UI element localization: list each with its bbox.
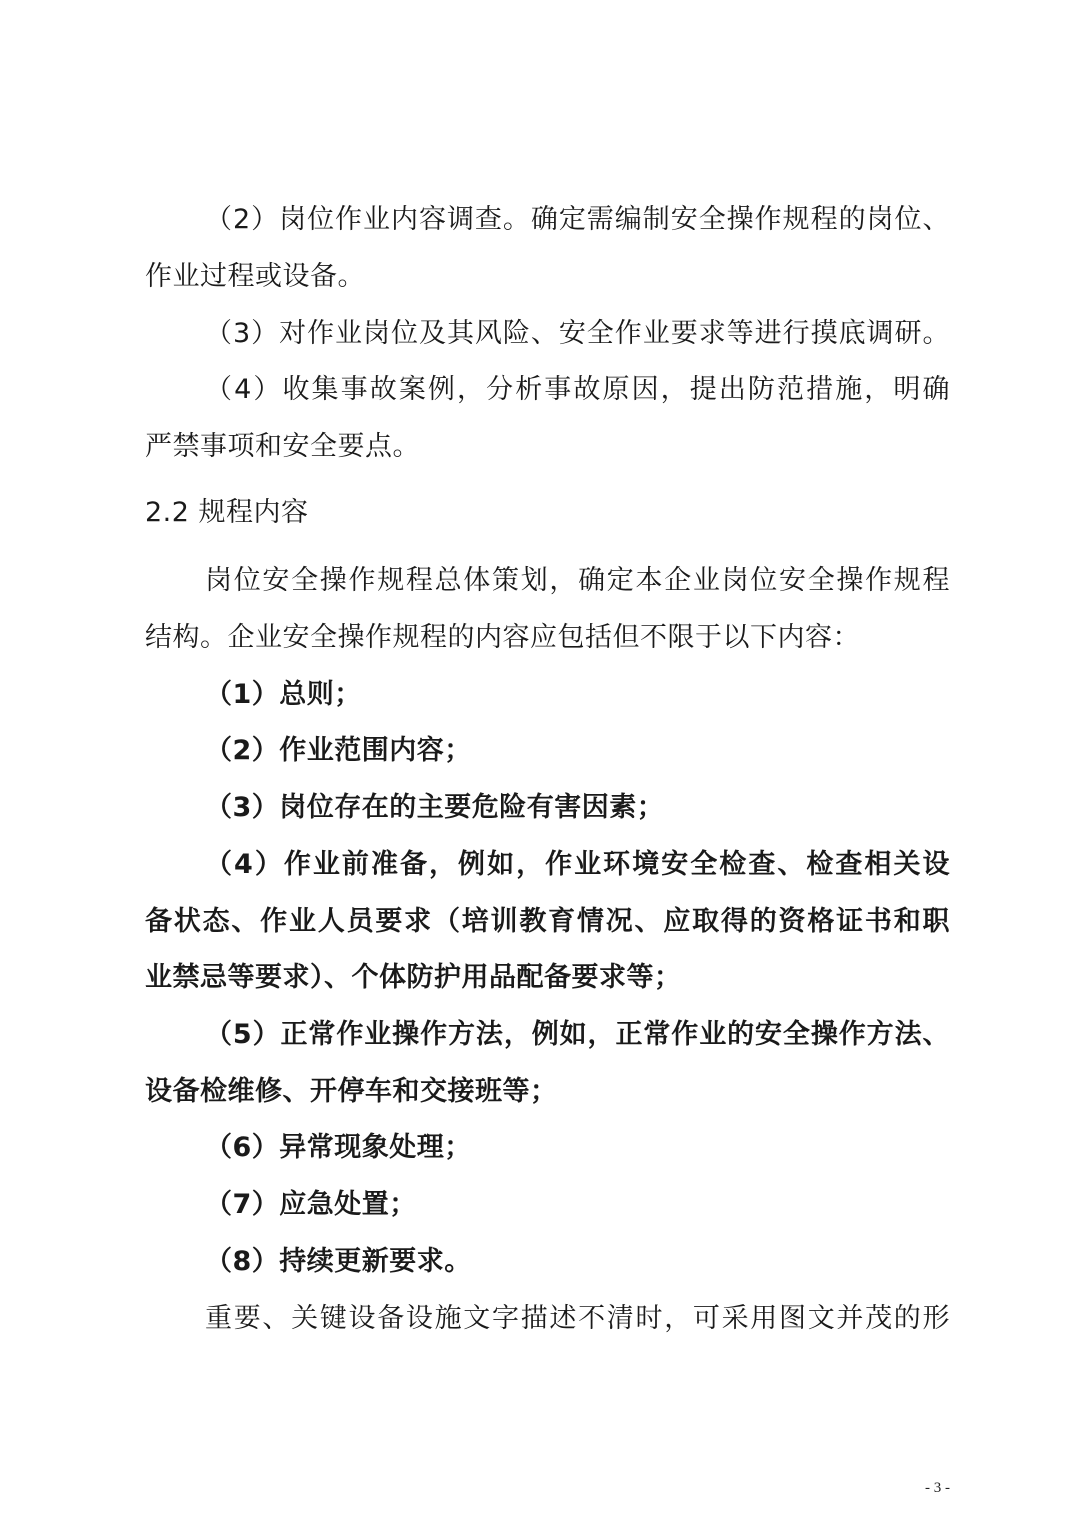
list-item-3: （3）岗位存在的主要危险有害因素； — [205, 792, 665, 823]
list-item-4-line-3: 业禁忌等要求）、个体防护用品配备要求等； — [145, 962, 682, 993]
list-item-5-line-1: （5）正常作业操作方法，例如，正常作业的安全操作方法、 — [205, 1019, 950, 1050]
section-intro-line-1: 岗位安全操作规程总体策划，确定本企业岗位安全操作规程 — [205, 565, 950, 596]
paragraph-4-line-1: （4）收集事故案例，分析事故原因，提出防范措施，明确 — [205, 374, 950, 405]
paragraph-4-line-2: 严禁事项和安全要点。 — [145, 431, 420, 462]
closing-paragraph-line: 重要、关键设备设施文字描述不清时，可采用图文并茂的形 — [205, 1303, 950, 1334]
list-item-4-line-2: 备状态、作业人员要求（培训教育情况、应取得的资格证书和职 — [145, 906, 950, 937]
section-intro-line-2: 结构。企业安全操作规程的内容应包括但不限于以下内容： — [145, 622, 860, 653]
paragraph-3: （3）对作业岗位及其风险、安全作业要求等进行摸底调研。 — [205, 318, 950, 349]
list-item-1: （1）总则； — [205, 679, 362, 710]
paragraph-2-line-2: 作业过程或设备。 — [145, 261, 365, 292]
page-number: - 3 - — [925, 1480, 950, 1496]
paragraph-2-line-1: （2）岗位作业内容调查。确定需编制安全操作规程的岗位、 — [205, 204, 950, 235]
list-item-4-line-1: （4）作业前准备，例如，作业环境安全检查、检查相关设 — [205, 849, 950, 880]
list-item-8: （8）持续更新要求。 — [205, 1246, 472, 1277]
list-item-5-line-2: 设备检维修、开停车和交接班等； — [145, 1076, 558, 1107]
section-heading: 2.2 规程内容 — [145, 497, 309, 528]
list-item-2: （2）作业范围内容； — [205, 735, 472, 766]
list-item-6: （6）异常现象处理； — [205, 1132, 472, 1163]
list-item-7: （7）应急处置； — [205, 1189, 417, 1220]
